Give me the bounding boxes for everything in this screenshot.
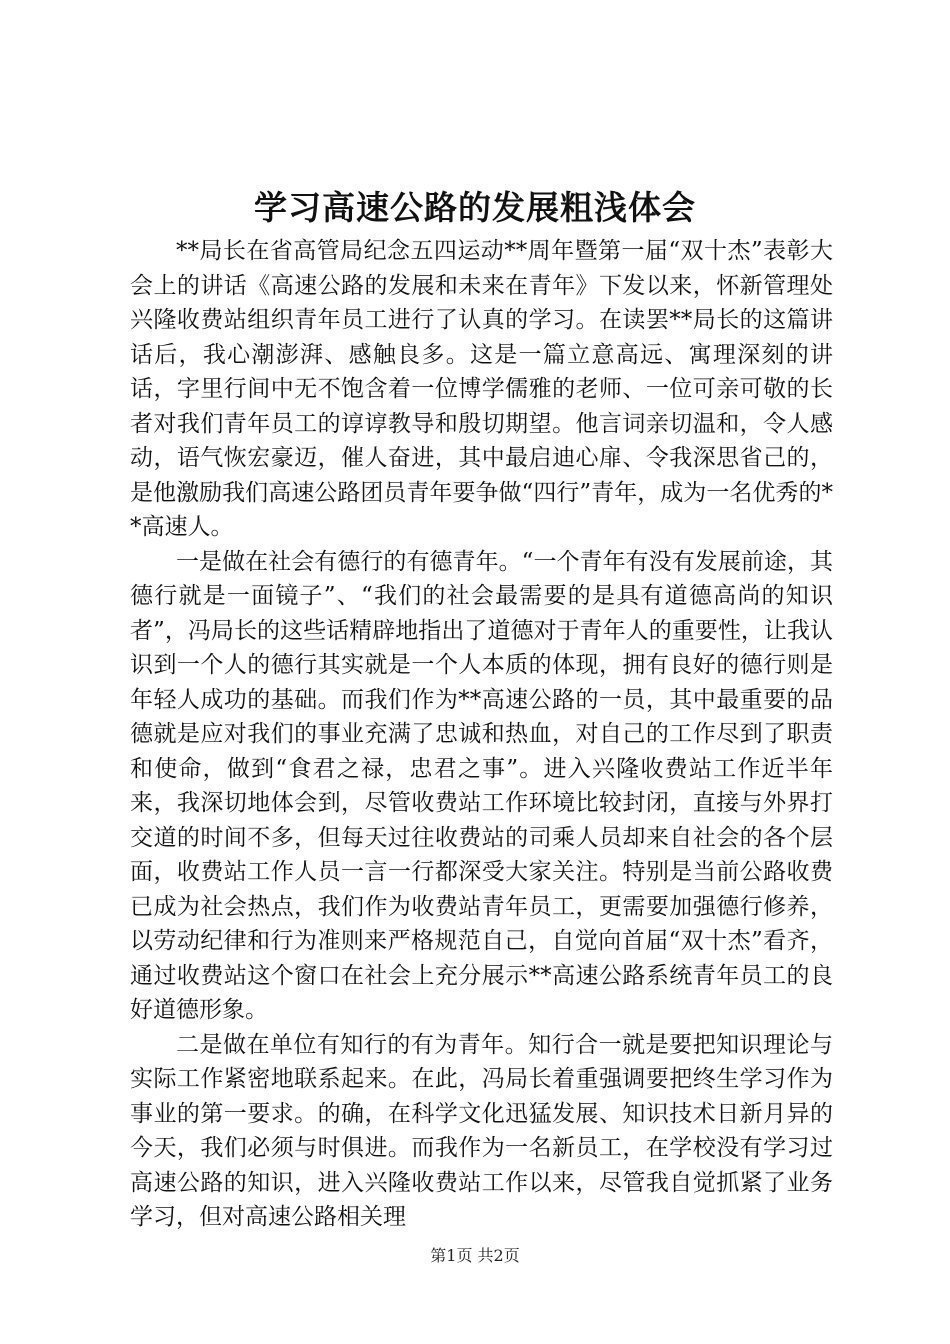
document-body (130, 234, 833, 1235)
document-title: 学习高速公路的发展粗浅体会 (254, 188, 696, 227)
page-footer: 第1页 共2页 (430, 1246, 520, 1265)
paragraph-moral-youth: 一是做在社会有德行的有德青年。“一个青年有没有发展前途，其德行就是一面镜子”、“我们的社会最需要的是具有道德高尚的知识者”，冯局长的这些话精辟地指出了道德对于青年人的重要性，让我认识到一个人的德行其实就是一个人本质的体现，拥有良好的德行则是年轻人成功的基础。而我们作为**高速公路的一员，其中最重要的品德就是应对我们的事业充满了忠诚和热血，对自己的工作尽到了职责和使命，做到“食君之禄，忠君之事”。进入兴隆收费站工作近半年来，我深切地体会到，尽管收费站工作环境比较封闭，直接与外界打交道的时间不多，但每天过往收费站的司乘人员却来自社会的各个层面，收费站工作人员一言一行都深受大家关注。特别是当前公路收费已成为社会热点，我们作为收费站青年员工，更需要加强德行修养，以劳动纪律和行为准则来严格规范自己，自觉向首届“双十杰”看齐，通过收费站这个窗口在社会上充分展示**高速公路系统青年员工的良好道德形象。 (130, 548, 833, 1023)
paragraph-intro: **局长在省高管局纪念五四运动**周年暨第一届“双十杰”表彰大会上的讲话《高速公路的发展和未来在青年》下发以来，怀新管理处兴隆收费站组织青年员工进行了认真的学习。在读罢**局长的这篇讲话后，我心潮澎湃、感触良多。这是一篇立意高远、寓理深刻的讲话，字里行间中无不饱含着一位博学儒雅的老师、一位可亲可敬的长者对我们青年员工的谆谆教导和殷切期望。他言词亲切温和，令人感动，语气恢宏豪迈，催人奋进，其中最启迪心扉、令我深思省己的，是他激励我们高速公路团员青年要争做“四行”青年，成为一名优秀的**高速人。 (130, 238, 833, 540)
paragraph-knowledge-youth: 二是做在单位有知行的有为青年。知行合一就是要把知识理论与实际工作紧密地联系起来。在此，冯局长着重强调要把终生学习作为事业的第一要求。的确，在科学文化迅猛发展、知识技术日新月异的今天，我们必须与时俱进。而我作为一名新员工，在学校没有学习过高速公路的知识，进入兴隆收费站工作以来，尽管我自觉抓紧了业务学习，但对高速公路相关理 (130, 1031, 833, 1230)
